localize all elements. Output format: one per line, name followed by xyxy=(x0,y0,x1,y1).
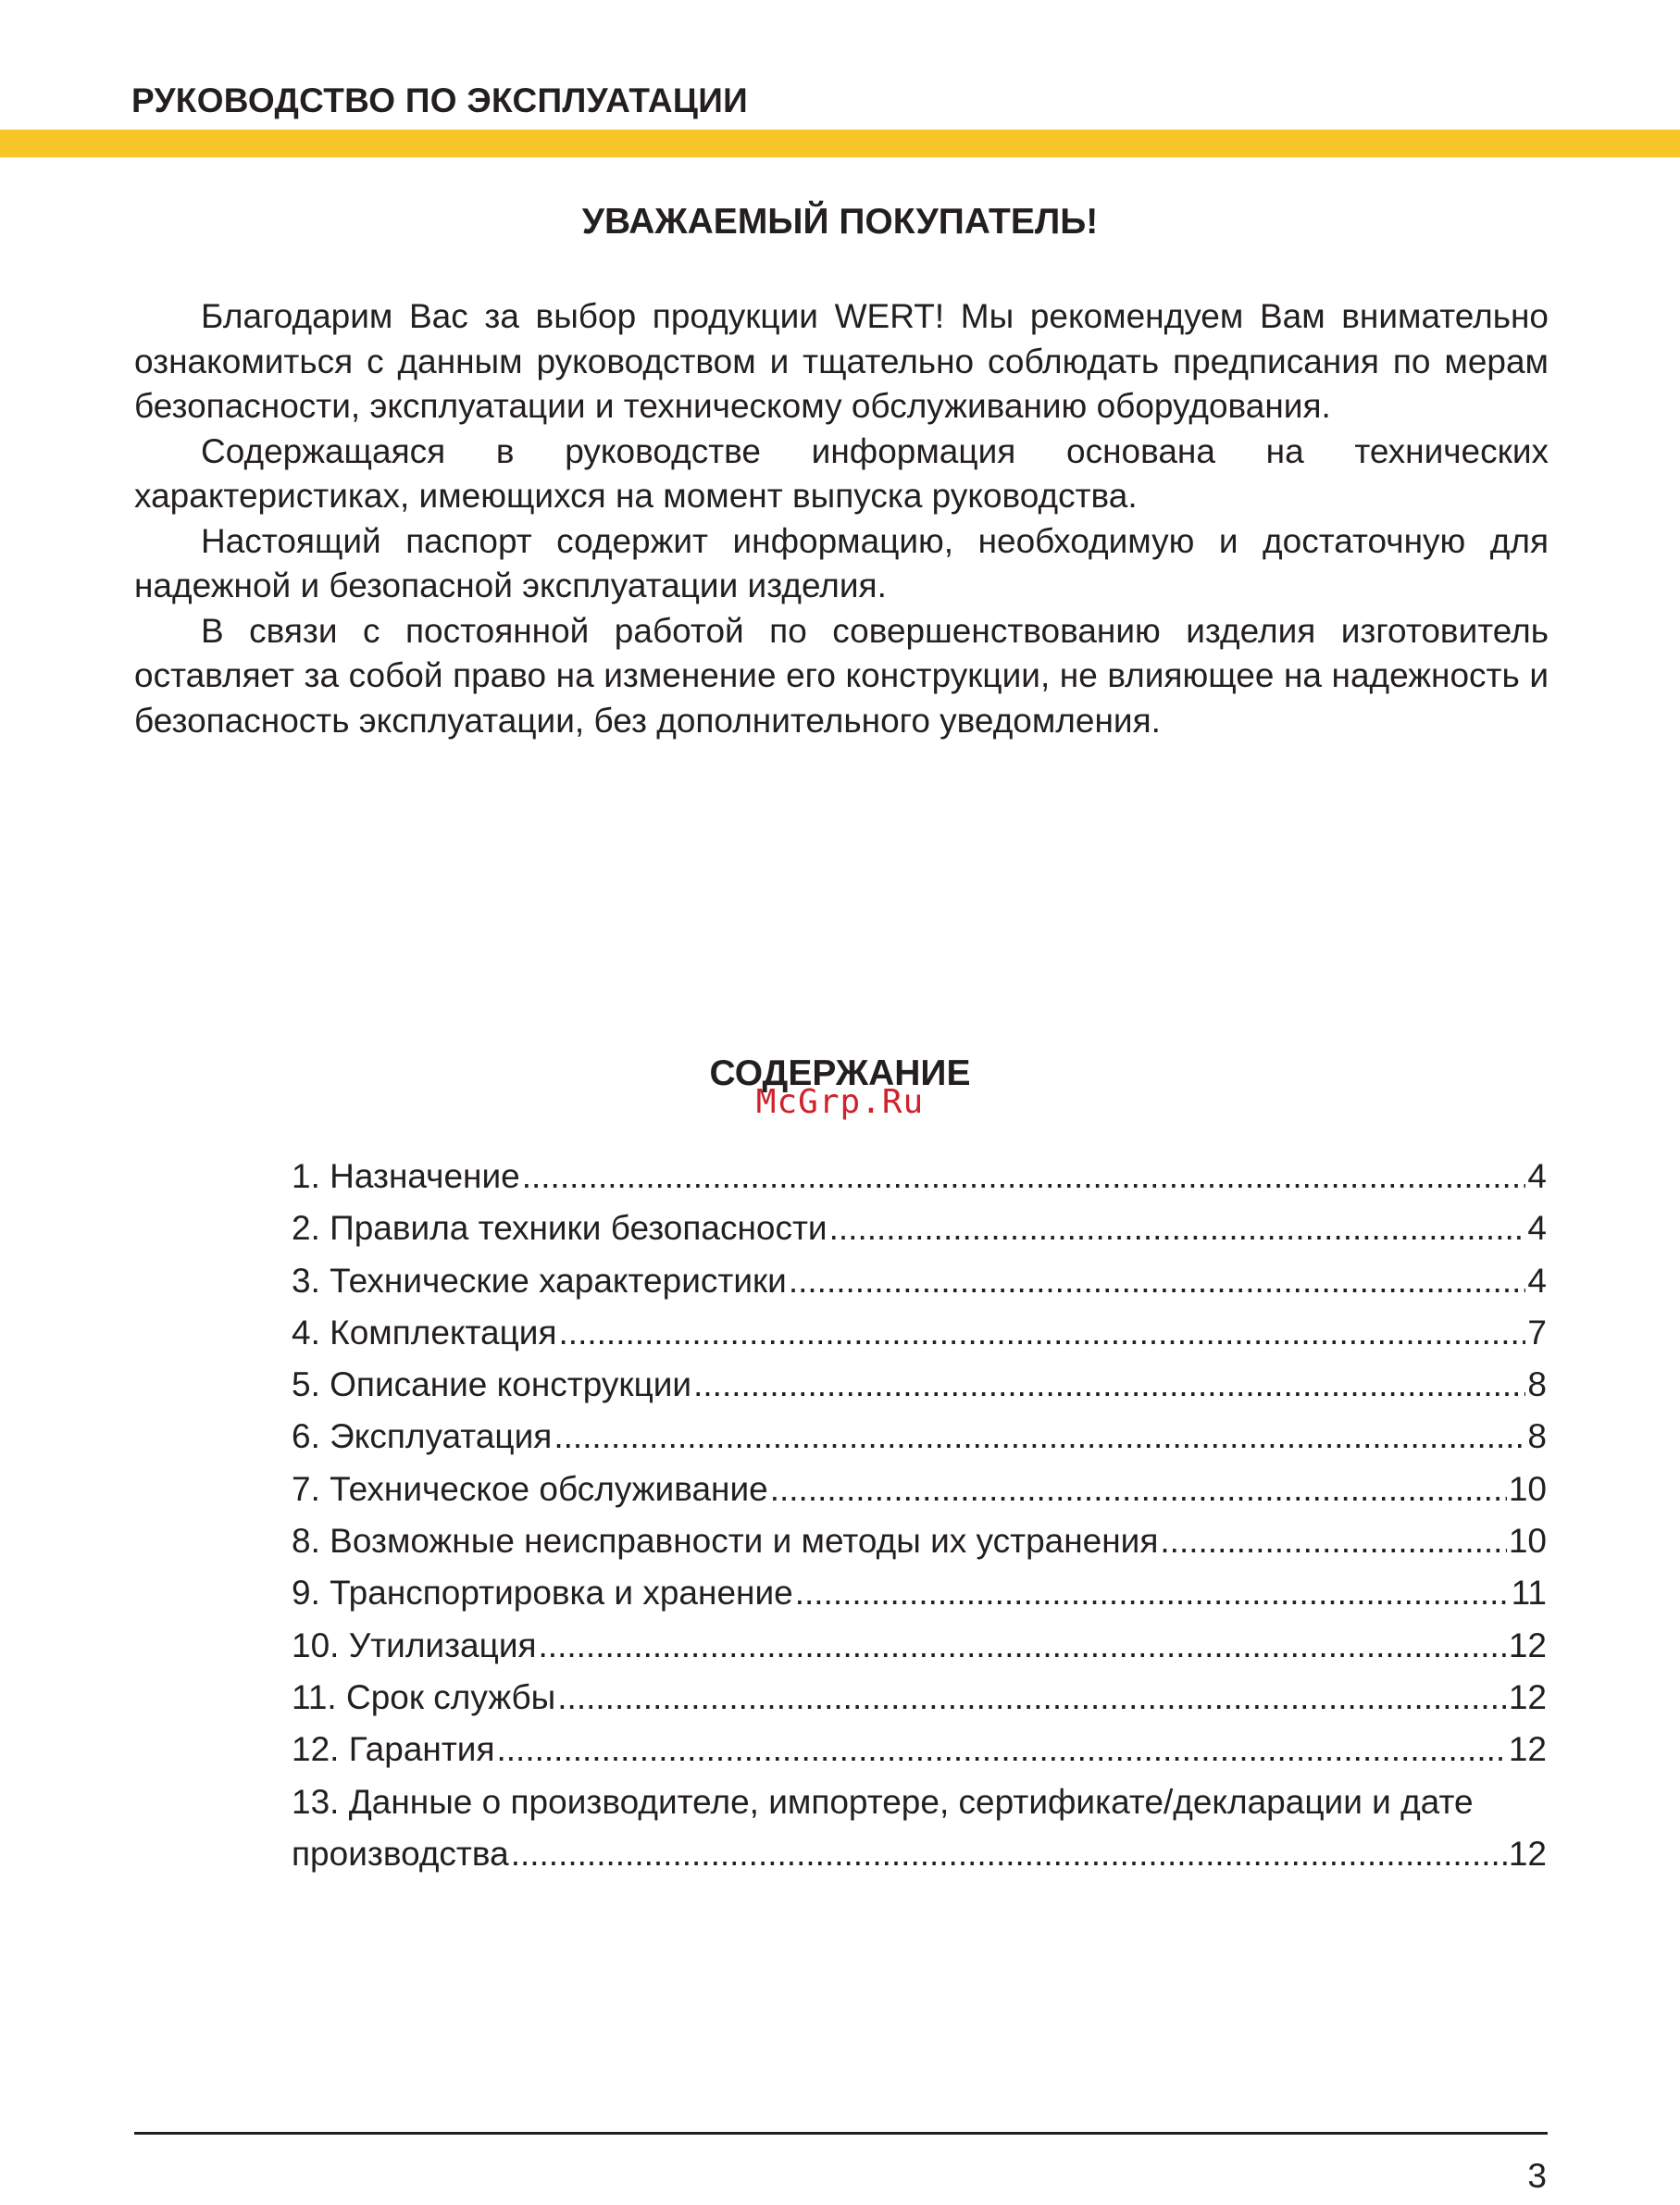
toc-leader-dots xyxy=(1160,1515,1506,1567)
toc-item-page: 12 xyxy=(1508,1834,1547,1873)
intro-paragraph: Благодарим Вас за выбор продукции WERT! Мы рекомендуем Вам внимательно ознакомиться с данным руководством и тщательно соблюдать предписания по мерам безопасности, эксплуатации и техническому обслуживанию оборудования. xyxy=(134,297,1549,425)
toc-item[interactable] xyxy=(292,1567,1547,1619)
toc-leader-dots xyxy=(795,1567,1510,1619)
toc-item[interactable] xyxy=(292,1672,1547,1724)
toc-item-label: 13. Данные о производителе, импортере, сертификате/декларации и дате xyxy=(292,1782,1474,1821)
toc-leader-dots xyxy=(522,1151,1526,1202)
intro-paragraph: Настоящий паспорт содержит информацию, необходимую и достаточную для надежной и безопасной эксплуатации изделия. xyxy=(134,521,1549,604)
footer-divider xyxy=(134,2132,1548,2135)
toc-item[interactable] xyxy=(292,1307,1547,1359)
toc-leader-dots xyxy=(554,1411,1525,1463)
toc-item-label: 10. Утилизация xyxy=(292,1626,537,1664)
toc-item-label: 9. Транспортировка и хранение xyxy=(292,1574,793,1613)
toc-item[interactable] xyxy=(292,1202,1547,1254)
header-accent-bar xyxy=(0,130,1680,157)
toc-item-page: 8 xyxy=(1527,1365,1547,1404)
toc-item-page: 4 xyxy=(1527,1209,1547,1248)
toc-leader-dots xyxy=(829,1202,1526,1254)
toc-item-page: 12 xyxy=(1508,1626,1547,1664)
toc-leader-dots xyxy=(789,1255,1526,1307)
toc-item-label: 5. Описание конструкции xyxy=(292,1365,692,1404)
toc-item-label: 7. Техническое обслуживание xyxy=(292,1469,768,1508)
toc-leader-dots xyxy=(497,1724,1507,1775)
toc-item-page: 11 xyxy=(1511,1574,1547,1613)
toc-item-label: 2. Правила техники безопасности xyxy=(292,1209,828,1248)
page-number: 3 xyxy=(1527,2157,1547,2195)
toc-item-label-continued: производства xyxy=(292,1834,509,1873)
toc-item-page: 4 xyxy=(1527,1157,1547,1195)
toc-item[interactable] xyxy=(292,1724,1547,1775)
toc-item[interactable] xyxy=(292,1620,1547,1672)
toc-item-label: 8. Возможные неисправности и методы их устранения xyxy=(292,1522,1159,1561)
watermark: McGrp.Ru xyxy=(755,1083,925,1121)
toc-item[interactable] xyxy=(292,1151,1547,1202)
toc-item[interactable] xyxy=(292,1515,1547,1567)
toc-item[interactable] xyxy=(292,1411,1547,1463)
toc-item-label: 4. Комплектация xyxy=(292,1313,557,1352)
toc-item-page: 7 xyxy=(1527,1313,1547,1352)
toc-item-page: 12 xyxy=(1508,1730,1547,1769)
intro-paragraph: Содержащаяся в руководстве информация основана на технических характеристиках, имеющихся на момент выпуска руководства. xyxy=(134,431,1549,515)
toc-item-label: 6. Эксплуатация xyxy=(292,1417,553,1456)
toc-leader-dots xyxy=(770,1464,1507,1515)
table-of-contents xyxy=(292,1151,1547,1880)
toc-title: СОДЕРЖАНИЕ xyxy=(709,1053,971,1093)
toc-item[interactable] xyxy=(292,1776,1547,1881)
toc-leader-dots xyxy=(557,1672,1507,1724)
toc-item-label: 1. Назначение xyxy=(292,1157,520,1195)
intro-text xyxy=(134,294,1549,743)
toc-leader-dots xyxy=(559,1307,1526,1359)
toc-leader-dots xyxy=(539,1620,1507,1672)
document-header-title: РУКОВОДСТВО ПО ЭКСПЛУАТАЦИИ xyxy=(131,81,749,119)
toc-item[interactable] xyxy=(292,1464,1547,1515)
toc-item-page: 10 xyxy=(1508,1469,1547,1508)
toc-item-page: 10 xyxy=(1508,1522,1547,1561)
toc-item-page: 12 xyxy=(1508,1677,1547,1716)
toc-item[interactable] xyxy=(292,1255,1547,1307)
intro-paragraph: В связи с постоянной работой по совершенствованию изделия изготовитель оставляет за собой право на изменение его конструкции, не влияющее на надежность и безопасность эксплуатации, без дополнительного уведомления. xyxy=(134,611,1549,740)
toc-item-label: 3. Технические характеристики xyxy=(292,1261,787,1300)
toc-item-page: 8 xyxy=(1527,1417,1547,1456)
toc-leader-dots xyxy=(511,1828,1507,1880)
toc-item[interactable] xyxy=(292,1359,1547,1411)
toc-item-label: 12. Гарантия xyxy=(292,1730,495,1769)
toc-item-label: 11. Срок службы xyxy=(292,1677,556,1716)
toc-leader-dots xyxy=(693,1359,1525,1411)
toc-item-page: 4 xyxy=(1527,1261,1547,1300)
greeting-heading: УВАЖАЕМЫЙ ПОКУПАТЕЛЬ! xyxy=(581,202,1099,242)
